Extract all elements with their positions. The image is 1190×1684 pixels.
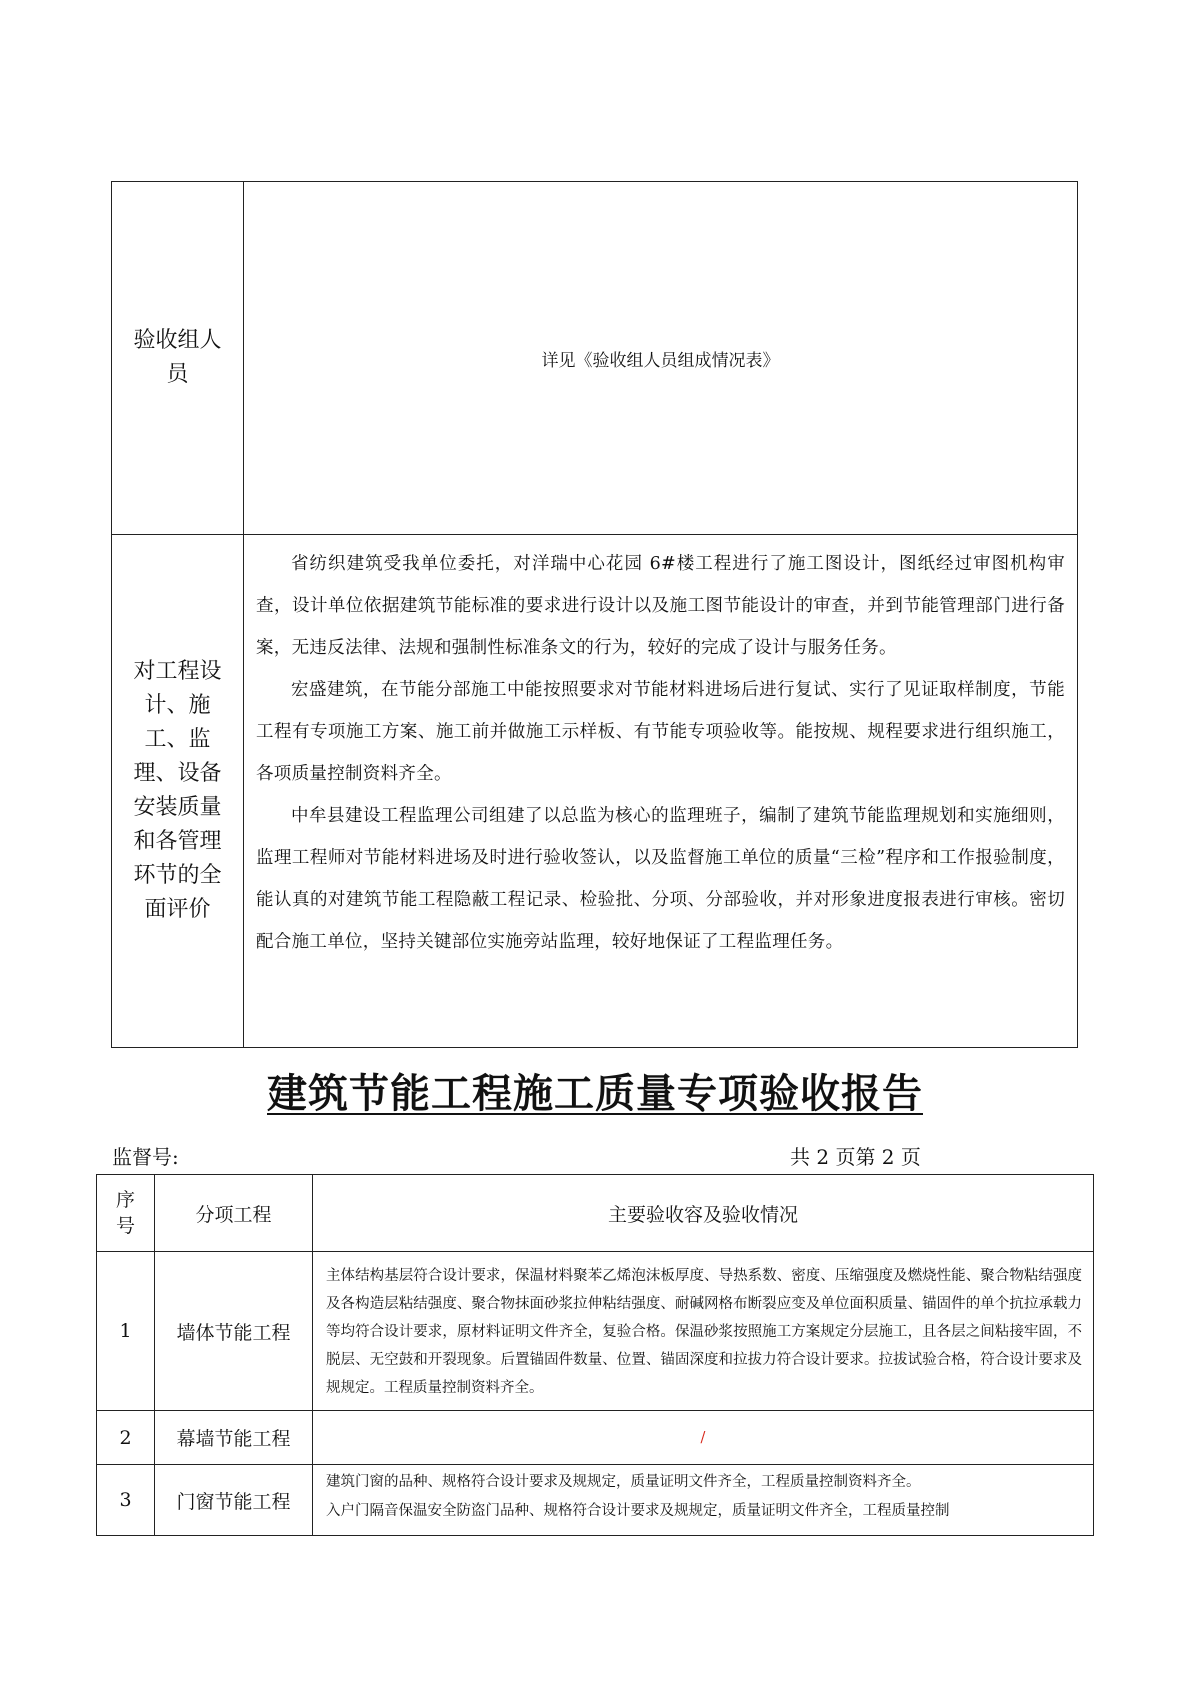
header-content: 主要验收容及验收情况 bbox=[313, 1175, 1094, 1252]
row-content bbox=[314, 1466, 1092, 1530]
page-indicator: 共 2 页第 2 页 bbox=[790, 1145, 921, 1169]
row-item: 墙体节能工程 bbox=[155, 1252, 313, 1411]
row-no: 2 bbox=[97, 1411, 155, 1465]
header-no-text: 序号 bbox=[115, 1189, 135, 1237]
report-title-text: 建筑节能工程施工质量专项验收报告 bbox=[267, 1070, 923, 1117]
members-value-cell bbox=[244, 182, 1077, 534]
evaluation-content-cell bbox=[244, 534, 1077, 1047]
row-content-cell bbox=[313, 1252, 1094, 1411]
row-content: 主体结构基层符合设计要求，保温材料聚苯乙烯泡沫板厚度、导热系数、密度、压缩强度及燃烧性能、聚合物粘结强度及各构造层粘结强度、聚合物抹面砂浆拉伸粘结强度、耐碱网格布断裂应变及单位面积质量、锚固件的单个抗拉承载力等均符合设计要求，原材料证明文件齐全，复验合格。保温砂浆按照施工方案规定分层施工，且各层之间粘接牢固，不脱层、无空鼓和开裂现象。后置锚固件数量、位置、锚固深度和拉拔力符合设计要求。拉拔试验合格，符合设计要求及规规定。工程质量控制资料齐全。 bbox=[326, 1268, 1082, 1396]
evaluation-row bbox=[112, 534, 1077, 1047]
members-reference: 详见《验收组人员组成情况表》 bbox=[541, 350, 780, 371]
evaluation-paragraph-construction: 宏盛建筑，在节能分部施工中能按照要求对节能材料进场后进行复试、实行了见证取样制度，节能工程有专项施工方案、施工前并做施工示样板、有节能专项验收等。能按规、规程要求进行组织施工，各项质量控制资料齐全。 bbox=[256, 680, 1065, 784]
acceptance-table bbox=[96, 1174, 1094, 1536]
row-content-line: 建筑门窗的品种、规格符合设计要求及规规定，质量证明文件齐全，工程质量控制资料齐全。 bbox=[326, 1474, 921, 1490]
evaluation-text bbox=[256, 543, 1065, 1047]
members-label-cell bbox=[112, 182, 244, 534]
evaluation-paragraph-design: 省纺织建筑受我单位委托，对洋瑞中心花园 6#楼工程进行了施工图设计，图纸经过审图机构审查，设计单位依据建筑节能标准的要求进行设计以及施工图节能设计的审查，并到节能管理部门进行备案，无违反法律、法规和强制性标准条文的行为，较好的完成了设计与服务任务。 bbox=[256, 554, 1065, 658]
members-row bbox=[112, 182, 1077, 535]
report-title bbox=[0, 1062, 1190, 1119]
header-item: 分项工程 bbox=[155, 1175, 313, 1252]
row-content-empty-mark: / bbox=[313, 1411, 1094, 1465]
supervision-number-label: 监督号: bbox=[112, 1145, 179, 1169]
evaluation-label: 对工程设计、施工、监理、设备安装质量和各管理环节的全面评价 bbox=[133, 658, 222, 922]
row-content-cell bbox=[313, 1465, 1094, 1536]
evaluation-paragraph-supervision: 中牟县建设工程监理公司组建了以总监为核心的监理班子，编制了建筑节能监理规划和实施细则，监理工程师对节能材料进场及时进行验收签认，以及监督施工单位的质量“三检”程序和工作报验制度，能认真的对建筑节能工程隐蔽工程记录、检验批、分项、分部验收，并对形象进度报表进行审核。密切配合施工单位，坚持关键部位实施旁站监理，较好地保证了工程监理任务。 bbox=[256, 806, 1065, 952]
header-no bbox=[97, 1175, 155, 1252]
table-header-row bbox=[97, 1175, 1094, 1252]
table-row bbox=[97, 1411, 1094, 1465]
row-no: 1 bbox=[97, 1252, 155, 1411]
evaluation-label-cell bbox=[112, 534, 244, 1047]
row-item: 门窗节能工程 bbox=[155, 1465, 313, 1536]
row-no: 3 bbox=[97, 1465, 155, 1536]
members-label: 验收组人员 bbox=[133, 328, 222, 387]
table-row bbox=[97, 1252, 1094, 1411]
row-item: 幕墙节能工程 bbox=[155, 1411, 313, 1465]
row-content-line: 入户门隔音保温安全防盗门品种、规格符合设计要求及规规定，质量证明文件齐全，工程质量控制 bbox=[326, 1503, 950, 1519]
table-row bbox=[97, 1465, 1094, 1536]
evaluation-table bbox=[111, 181, 1078, 1048]
